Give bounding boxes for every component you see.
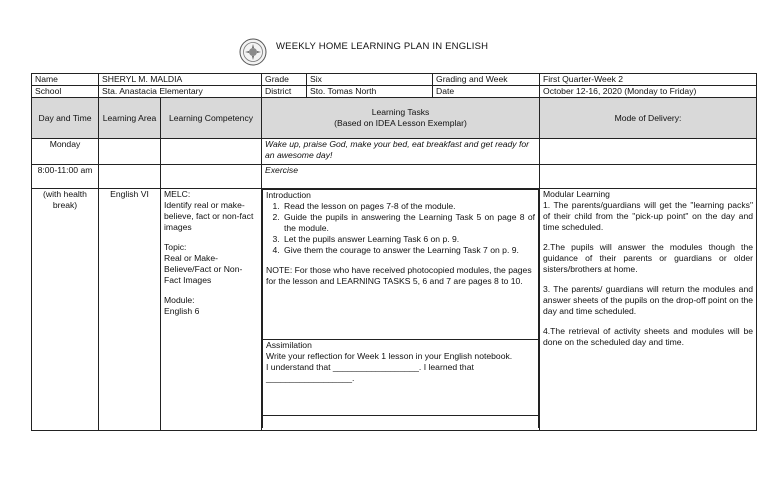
school-label: School xyxy=(32,86,99,98)
delivery-cell xyxy=(540,189,757,431)
introduction-step: 3. Let the pupils answer Learning Task 6 on p. 9. xyxy=(282,234,535,245)
learning-plan-table xyxy=(31,73,757,431)
learning-tasks-cell xyxy=(262,189,540,431)
grade-label: Grade xyxy=(262,74,307,86)
date-label: Date xyxy=(433,86,540,98)
exercise-task: Exercise xyxy=(262,165,540,189)
morning-routine-task: Wake up, praise God, make your bed, eat breakfast and get ready for an awesome day! xyxy=(262,139,540,165)
header-day-time: Day and Time xyxy=(32,98,99,139)
assimilation-block xyxy=(263,340,539,416)
monday-row xyxy=(32,139,757,165)
introduction-title: Introduction xyxy=(266,190,311,200)
school-value: Sta. Anastacia Elementary xyxy=(99,86,262,98)
header-learning-tasks xyxy=(262,98,540,139)
name-value: SHERYL M. MALDIA xyxy=(99,74,262,86)
header-tasks-line2: (Based on IDEA Lesson Exemplar) xyxy=(334,118,467,128)
date-value: October 12-16, 2020 (Monday to Friday) xyxy=(540,86,757,98)
assimilation-line2: I understand that __________________. I learned that xyxy=(266,362,474,372)
assimilation-line1: Write your reflection for Week 1 lesson in your English notebook. xyxy=(266,351,513,361)
grading-week-label: Grading and Week xyxy=(433,74,540,86)
delivery-step-4: 4.The retrieval of activity sheets and modules will be done on the scheduled day and time. xyxy=(543,326,754,347)
deped-seal-icon xyxy=(238,38,268,66)
introduction-note: NOTE: For those who have received photocopied modules, the pages for the lesson and LEARNING TASKS 5, 6 and 7 are pages 8 to 10. xyxy=(266,265,532,286)
introduction-step: 2. Guide the pupils in answering the Learning Task 5 on page 8 of the module. xyxy=(282,212,535,234)
melc-title: MELC: xyxy=(164,189,191,199)
competency-cell xyxy=(161,189,262,431)
header-learning-area: Learning Area xyxy=(99,98,161,139)
time-cell: 8:00-11:00 am xyxy=(32,165,99,189)
tasks-subtable xyxy=(262,189,539,428)
column-header-row xyxy=(32,98,757,139)
module-title: Module: xyxy=(164,295,195,305)
introduction-step: 4. Give them the courage to answer the Learning Task 7 on p. 9. xyxy=(282,245,535,256)
district-label: District xyxy=(262,86,307,98)
grading-week-value: First Quarter-Week 2 xyxy=(540,74,757,86)
document-header xyxy=(0,38,768,66)
time-row xyxy=(32,165,757,189)
introduction-steps xyxy=(266,201,535,256)
topic-title: Topic: xyxy=(164,242,187,252)
district-value: Sto. Tomas North xyxy=(307,86,433,98)
delivery-title: Modular Learning xyxy=(543,189,610,199)
delivery-step-3: 3. The parents/ guardians will return the modules and answer sheets of the pupils on the drop-off point on the day and time scheduled. xyxy=(543,284,754,316)
grade-value: Six xyxy=(307,74,433,86)
document-title: WEEKLY HOME LEARNING PLAN IN ENGLISH xyxy=(276,41,489,52)
introduction-block xyxy=(263,190,539,340)
header-tasks-line1: Learning Tasks xyxy=(371,107,430,117)
introduction-step: 1. Read the lesson on pages 7-8 of the module. xyxy=(282,201,535,212)
day-cell: Monday xyxy=(32,139,99,165)
delivery-step-2: 2.The pupils will answer the modules though the guidance of their parents or guardians or older sisters/brothers at home. xyxy=(543,242,754,274)
learning-area-cell: English VI xyxy=(99,189,161,431)
info-row-school xyxy=(32,86,757,98)
assimilation-title: Assimilation xyxy=(266,340,312,350)
module-text: English 6 xyxy=(164,306,200,316)
lesson-row xyxy=(32,189,757,431)
delivery-step-1: 1. The parents/guardians will get the "learning packs" of their child from the "pick-up point" on the day and time scheduled. xyxy=(543,200,754,232)
assimilation-line3: __________________. xyxy=(266,373,355,383)
info-row-name xyxy=(32,74,757,86)
melc-text: Identify real or make-believe, fact or non-fact images xyxy=(164,200,254,232)
name-label: Name xyxy=(32,74,99,86)
header-delivery: Mode of Delivery: xyxy=(540,98,757,139)
topic-text: Real or Make-Believe/Fact or Non-Fact Images xyxy=(164,253,243,285)
header-competency: Learning Competency xyxy=(161,98,262,139)
health-break-cell: (with health break) xyxy=(32,189,99,431)
